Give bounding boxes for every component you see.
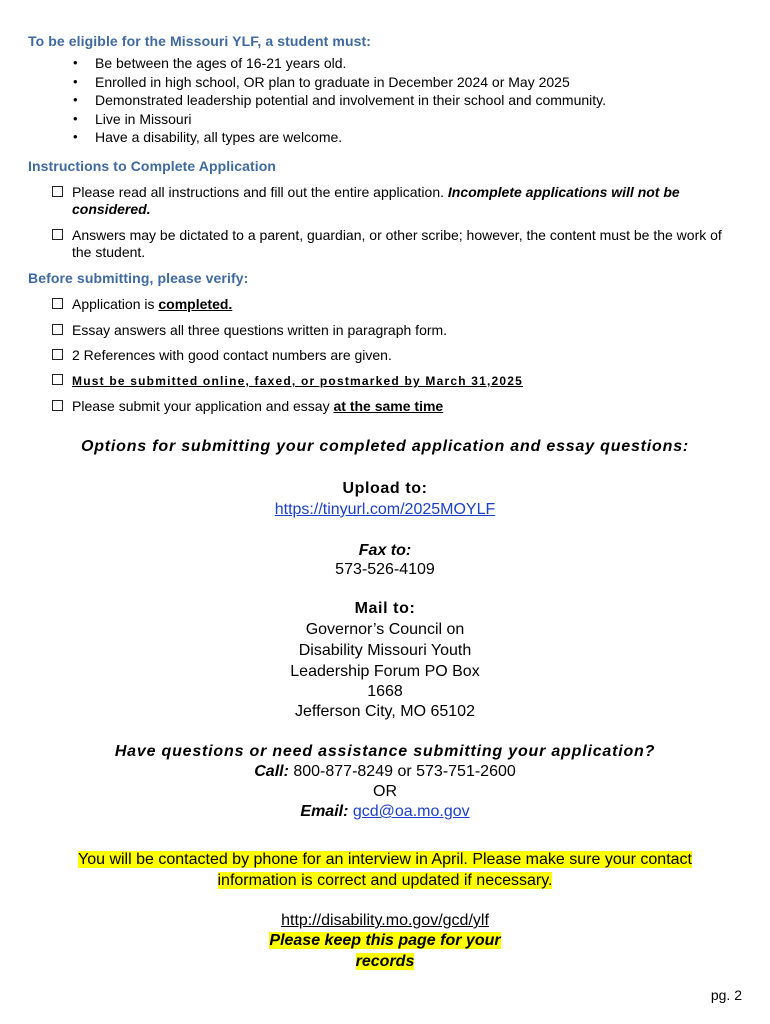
footer-url[interactable]: http://disability.mo.gov/gcd/ylf [281,912,489,929]
mail-address-line: Disability Missouri Youth [298,642,472,659]
email-label: Email: [300,803,349,820]
instruction-item-read [52,184,728,218]
list-item: • Be between the ages of 16-21 years old. [73,54,606,73]
instruction-item-scribe [52,227,728,261]
options-title: Options for submitting your completed application and essay questions: [80,438,690,455]
verify-item-essay [52,322,728,339]
notice-line: information is correct and updated if necessary. [217,872,553,889]
mail-address-line: Jefferson City, MO 65102 [295,703,475,720]
verify-text: Essay answers all three questions written in paragraph form. [72,322,448,338]
mail-label: Mail to: [354,600,416,617]
verify-emphasis: at the same time [333,398,444,414]
list-item: • Have a disability, all types are welcome. [73,128,606,147]
mail-address-line: Leadership Forum PO Box [290,663,480,680]
upload-link-row [0,500,770,521]
call-numbers: 800-877-8249 or 573-751-2600 [293,763,516,780]
page-number: pg. 2 [710,987,742,1003]
email-row [0,802,770,823]
footer-url-row [0,911,770,932]
verify-emphasis: completed. [158,296,233,312]
verify-text: 2 References with good contact numbers are given. [72,347,392,363]
verify-item-deadline [52,372,728,390]
or-text: OR [373,783,397,800]
keep-line: records [355,953,415,970]
keep-notice-2 [0,952,770,973]
upload-link[interactable]: https://tinyurl.com/2025MOYLF [274,501,496,518]
deadline-text: Must be submitted online, faxed, or postmarked by March 31,2025 [72,374,524,388]
interview-notice [0,850,770,871]
checkbox[interactable] [52,349,63,360]
mail-address-line: Governor’s Council on [305,621,465,638]
checkbox[interactable] [52,374,63,385]
notice-line: You will be contacted by phone for an interview in April. Please make sure your contact [78,851,692,868]
interview-notice-2 [0,871,770,892]
verify-heading: Before submitting, please verify: [28,270,249,286]
verify-text: Application is [72,296,155,312]
instruction-text: Please read all instructions and fill out the entire application. [72,184,444,200]
checkbox[interactable] [52,186,63,197]
fax-number: 573-526-4109 [335,561,435,578]
questions-title: Have questions or need assistance submitting your application? [114,743,656,760]
fax-label: Fax to: [358,542,412,559]
eligibility-heading: To be eligible for the Missouri YLF, a student must: [28,33,372,49]
verify-item-completed [52,296,728,313]
instructions-heading: Instructions to Complete Application [28,158,277,174]
list-item: • Demonstrated leadership potential and involvement in their school and community. [73,91,606,110]
checkbox[interactable] [52,298,63,309]
call-label: Call: [254,763,289,780]
checkbox[interactable] [52,400,63,411]
email-link[interactable]: gcd@oa.mo.gov [352,803,470,820]
instruction-text: Answers may be dictated to a parent, guardian, or other scribe; however, the content must be the work of the student. [72,227,722,260]
verify-item-references [52,347,728,364]
checkbox[interactable] [52,324,63,335]
keep-notice [0,931,770,952]
instruction-emphasis: Incomplete applications will not be considered. [72,184,680,217]
eligibility-list [73,54,606,147]
call-row [0,762,770,783]
keep-line: Please keep this page for your [269,932,501,949]
list-item: • Enrolled in high school, OR plan to graduate in December 2024 or May 2025 [73,73,606,92]
list-item: • Live in Missouri [73,110,606,129]
verify-item-same-time [52,398,728,415]
checkbox[interactable] [52,229,63,240]
verify-text: Please submit your application and essay [72,398,330,414]
mail-address-line: 1668 [367,683,403,700]
upload-label: Upload to: [342,480,428,497]
